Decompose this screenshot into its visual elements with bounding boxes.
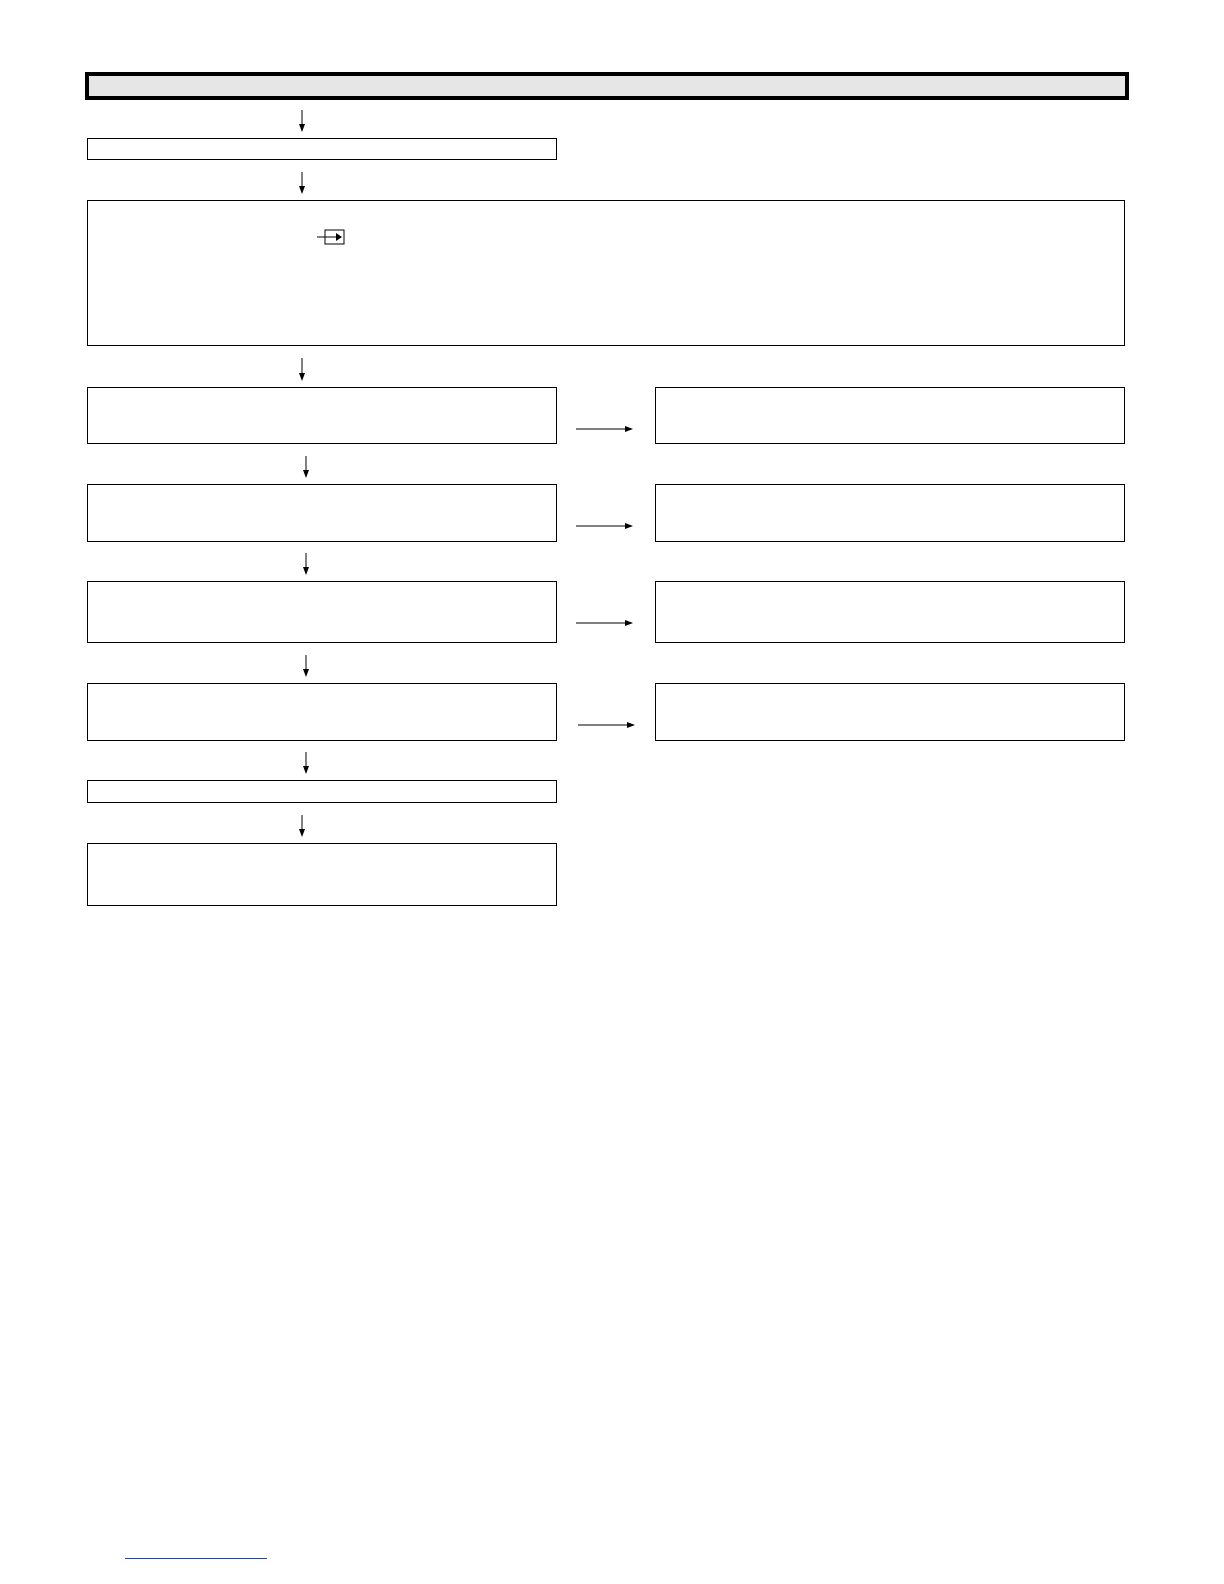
footer-link[interactable] — [125, 1558, 267, 1559]
